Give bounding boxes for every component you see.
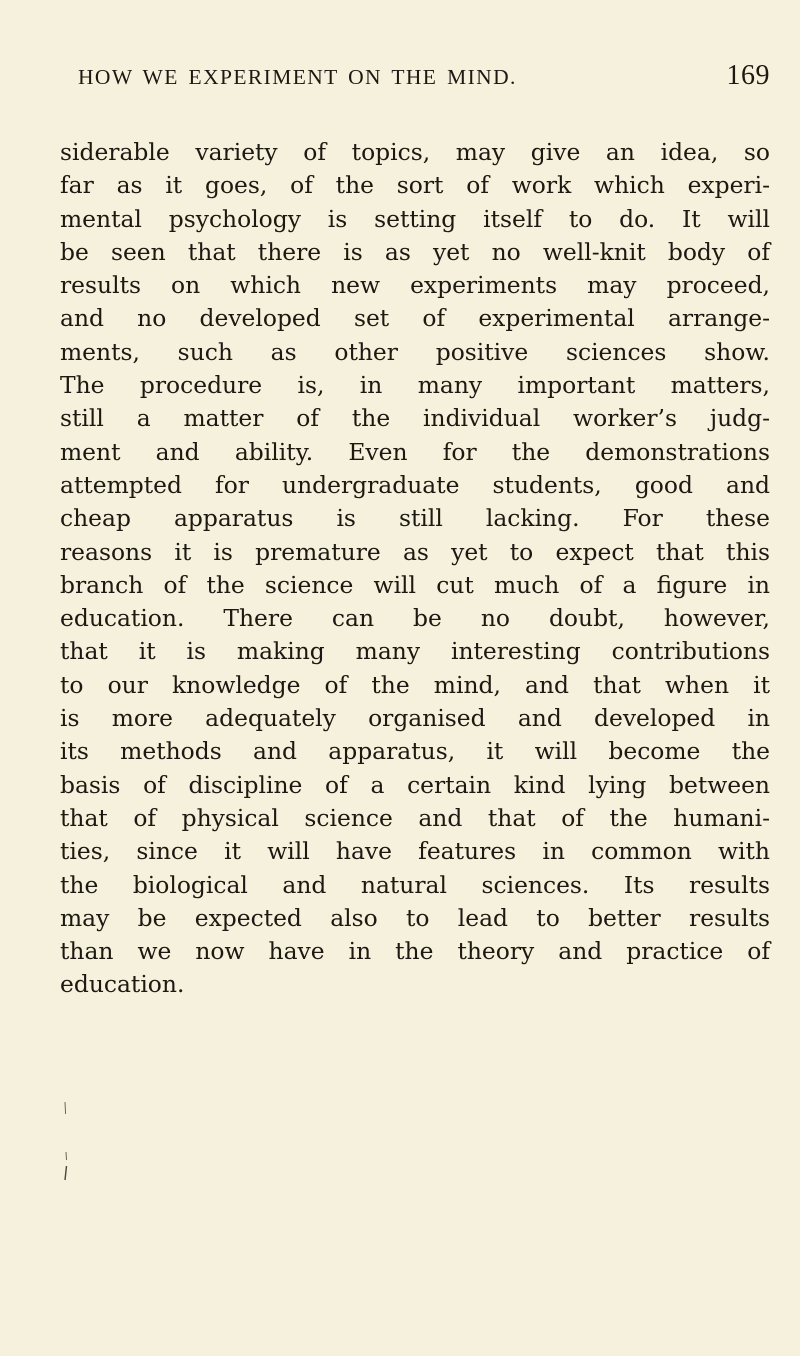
text-line: results on which new experiments may proceed, (60, 271, 770, 300)
body-paragraph (60, 136, 770, 1002)
text-line: reasons it is premature as yet to expect that this (60, 537, 770, 566)
text-line: ties, since it will have features in common with (60, 837, 770, 866)
text-line: the biological and natural sciences. Its results (60, 870, 770, 899)
text-line: that of physical science and that of the humani- (60, 803, 770, 832)
text-line: is more adequately organised and developed in (60, 704, 770, 733)
text-line: mental psychology is setting itself to do. It will (60, 204, 770, 233)
text-line: and no developed set of experimental arrange- (60, 304, 770, 333)
text-line-last: education. (60, 970, 185, 999)
text-line: far as it goes, of the sort of work which experi- (60, 171, 770, 200)
margin-speck-marks (62, 1100, 72, 1190)
text-line: be seen that there is as yet no well-knit body of (60, 237, 770, 266)
text-line: may be expected also to lead to better results (60, 903, 770, 932)
text-line: its methods and apparatus, it will become the (60, 737, 770, 766)
text-line: The procedure is, in many important matters, (60, 371, 770, 400)
speck-mark (65, 1166, 67, 1180)
text-line: siderable variety of topics, may give an idea, so (60, 138, 770, 166)
running-head (78, 60, 770, 100)
speck-mark (66, 1152, 67, 1160)
text-line: ments, such as other positive sciences show. (60, 337, 770, 366)
running-head-title: HOW WE EXPERIMENT ON THE MIND. (78, 65, 517, 89)
speck-mark (65, 1102, 66, 1114)
text-line: than we now have in the theory and practice of (60, 937, 770, 966)
text-line: to our knowledge of the mind, and that when it (60, 670, 770, 699)
text-line: still a matter of the individual worker’s judg- (60, 404, 770, 433)
text-line: that it is making many interesting contributions (60, 637, 770, 666)
text-line: basis of discipline of a certain kind lying between (60, 770, 770, 799)
text-line: cheap apparatus is still lacking. For these (60, 504, 770, 533)
text-line: attempted for undergraduate students, good and (60, 470, 770, 499)
page-number: 169 (726, 60, 770, 91)
text-line: branch of the science will cut much of a figure in (60, 570, 770, 599)
text-line: education. There can be no doubt, however, (60, 604, 770, 633)
text-line: ment and ability. Even for the demonstrations (60, 437, 770, 466)
